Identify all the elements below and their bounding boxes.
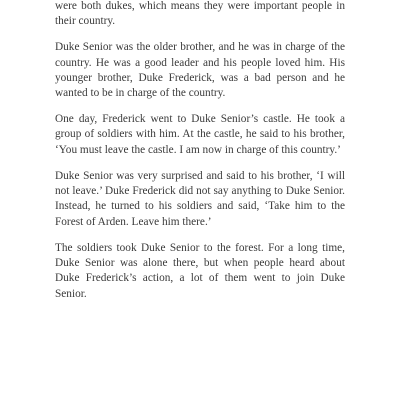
paragraph: were both dukes, which means they were important people in their country.	[55, 0, 345, 28]
paragraph: One day, Frederick went to Duke Senior’s castle. He took a group of soldiers with him. At the castle, he said to his brother, ‘You must leave the castle. I am now in charge of this country.’	[55, 113, 345, 156]
body-text	[55, 0, 345, 312]
paragraph: Duke Senior was very surprised and said to his brother, ‘I will not leave.’ Duke Frederick did not say anything to Duke Senior. Instead, he turned to his soldiers and said, ‘Take him to the Forest of Arden. Leave him there.’	[55, 169, 345, 228]
paragraph: The soldiers took Duke Senior to the forest. For a long time, Duke Senior was alone there, but when people heard about Duke Frederick’s action, a lot of them went to join Duke Senior.	[55, 241, 345, 300]
paragraph: Duke Senior was the older brother, and he was in charge of the country. He was a good leader and his people loved him. His younger brother, Duke Frederick, was a bad person and he wanted to be in charge of the country.	[55, 41, 345, 100]
